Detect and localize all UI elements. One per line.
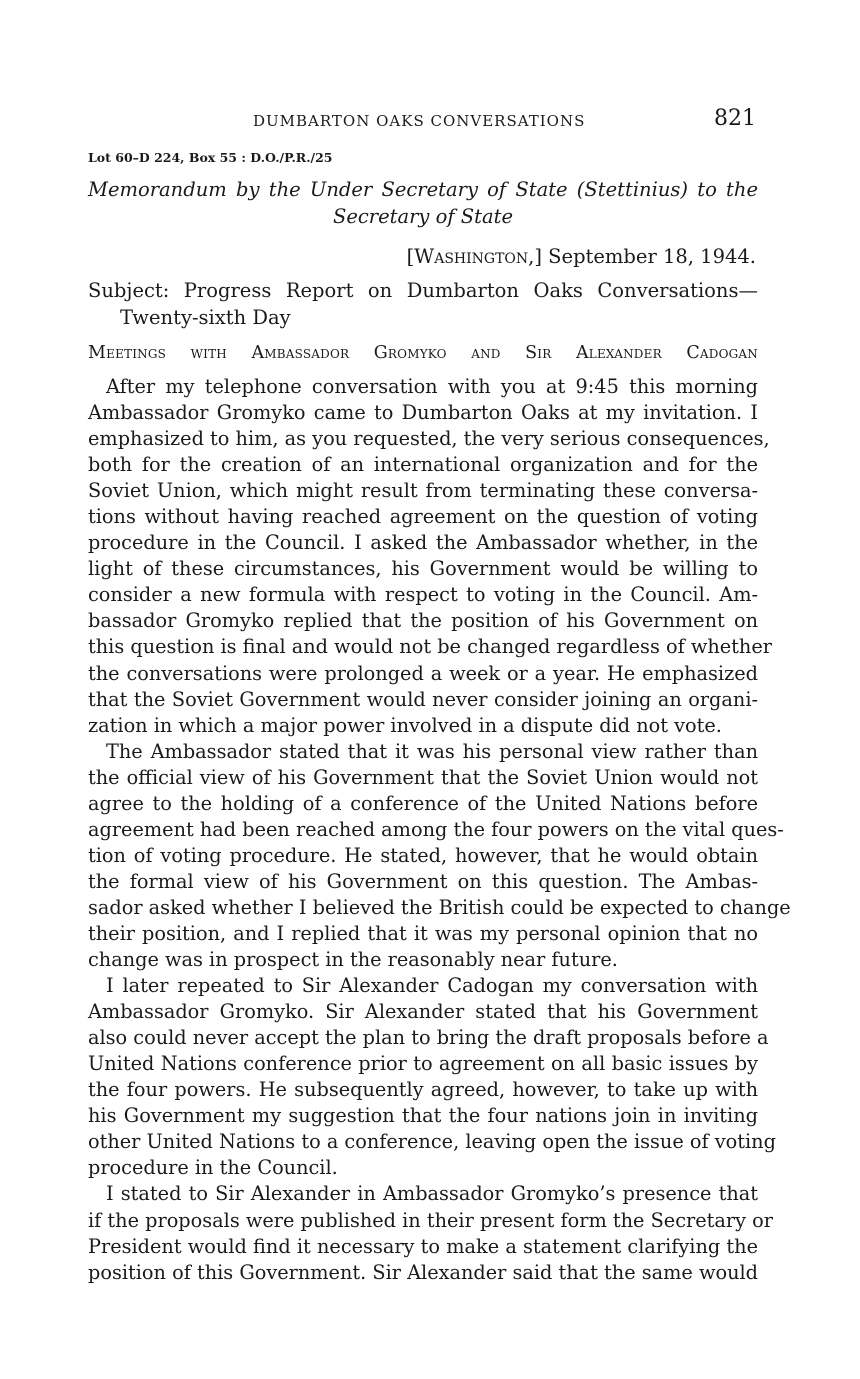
running-head [88, 106, 758, 136]
paragraph-line: this question is final and would not be changed regardless of whether [88, 635, 772, 659]
paragraph-line: other United Nations to a conference, leaving open the issue of voting [88, 1130, 776, 1154]
paragraph [88, 1181, 773, 1285]
paragraph-line: change was in prospect in the reasonably near future. [88, 948, 618, 972]
paragraph-line: both for the creation of an international organization and for the [88, 453, 758, 477]
paragraph-line: President would find it necessary to make a statement clarifying the [88, 1234, 758, 1258]
paragraph-line: emphasized to him, as you requested, the very serious consequences, [88, 427, 770, 451]
dateline-place: [Washington,] [406, 245, 542, 268]
paragraph-line: Ambassador Gromyko came to Dumbarton Oaks at my invitation. I [88, 401, 758, 425]
paragraph-line: also could never accept the plan to bring the draft proposals before a [88, 1026, 769, 1050]
body-text [88, 374, 791, 1286]
paragraph-line: if the proposals were published in their present form the Secretary or [88, 1208, 773, 1232]
subject-line-1: Subject: Progress Report on Dumbarton Oaks Conversations— [88, 279, 758, 302]
paragraph-line: After my telephone conversation with you at 9:45 this morning [106, 375, 758, 398]
paragraph-line: procedure in the Council. I asked the Ambassador whether, in the [88, 531, 758, 555]
paragraph [88, 739, 791, 973]
paragraph-line: Ambassador Gromyko. Sir Alexander stated that his Government [88, 1000, 758, 1024]
paragraph-line: bassador Gromyko replied that the position of his Government on [88, 609, 758, 633]
paragraph-line: The Ambassador stated that it was his personal view rather than [106, 739, 758, 763]
paragraph-line: I stated to Sir Alexander in Ambassador Gromyko’s presence that [106, 1182, 758, 1206]
paragraph-line: their position, and I replied that it was my personal opinion that no [88, 921, 758, 945]
dateline [407, 245, 756, 268]
subject-line-2: Twenty-sixth Day [120, 306, 291, 329]
paragraph-line: the formal view of his Government on this question. The Ambas- [88, 869, 758, 893]
paragraph-line: the conversations were prolonged a week or a year. He emphasized [88, 661, 758, 685]
subject-line [88, 277, 758, 331]
paragraph-line: position of this Government. Sir Alexander said that the same would [88, 1260, 759, 1284]
paragraph-line: tion of voting procedure. He stated, however, that he would obtain [88, 843, 758, 867]
paragraph-line: zation in which a major power involved in a dispute did not vote. [88, 713, 722, 737]
document-title-line-2: Secretary of State [332, 205, 514, 228]
document-title [88, 176, 758, 230]
paragraph [88, 973, 776, 1181]
file-reference: Lot 60–D 224, Box 55 : D.O./P.R./25 [88, 150, 333, 165]
section-heading: Meetings with Ambassador Gromyko and Sir Alexander Cadogan [88, 343, 758, 363]
page-number: 821 [714, 106, 756, 131]
paragraph [88, 374, 772, 739]
paragraph-line: Soviet Union, which might result from terminating these conversa- [88, 479, 758, 503]
paragraph-line: agreement had been reached among the four powers on the vital ques- [88, 817, 784, 841]
paragraph-line: light of these circumstances, his Government would be willing to [88, 557, 758, 581]
paragraph-line: United Nations conference prior to agreement on all basic issues by [88, 1052, 758, 1076]
document-title-line-1: Memorandum by the Under Secretary of State (Stettinius) to the [88, 178, 758, 201]
paragraph-line: agree to the holding of a conference of the United Nations before [88, 791, 758, 815]
paragraph-line: procedure in the Council. [88, 1156, 338, 1180]
paragraph-line: I later repeated to Sir Alexander Cadogan my conversation with [106, 974, 758, 998]
paragraph-line: the four powers. He subsequently agreed, however, to take up with [88, 1078, 758, 1102]
paragraph-line: his Government my suggestion that the four nations join in inviting [88, 1104, 758, 1128]
paragraph-line: that the Soviet Government would never consider joining an organi- [88, 687, 758, 711]
paragraph-line: tions without having reached agreement on the question of voting [88, 505, 758, 529]
dateline-date: September 18, 1944. [548, 245, 756, 268]
paragraph-line: consider a new formula with respect to voting in the Council. Am- [88, 583, 758, 607]
paragraph-line: the official view of his Government that the Soviet Union would not [88, 765, 758, 789]
running-title: DUMBARTON OAKS CONVERSATIONS [253, 112, 586, 130]
paragraph-line: sador asked whether I believed the British could be expected to change [88, 895, 791, 919]
